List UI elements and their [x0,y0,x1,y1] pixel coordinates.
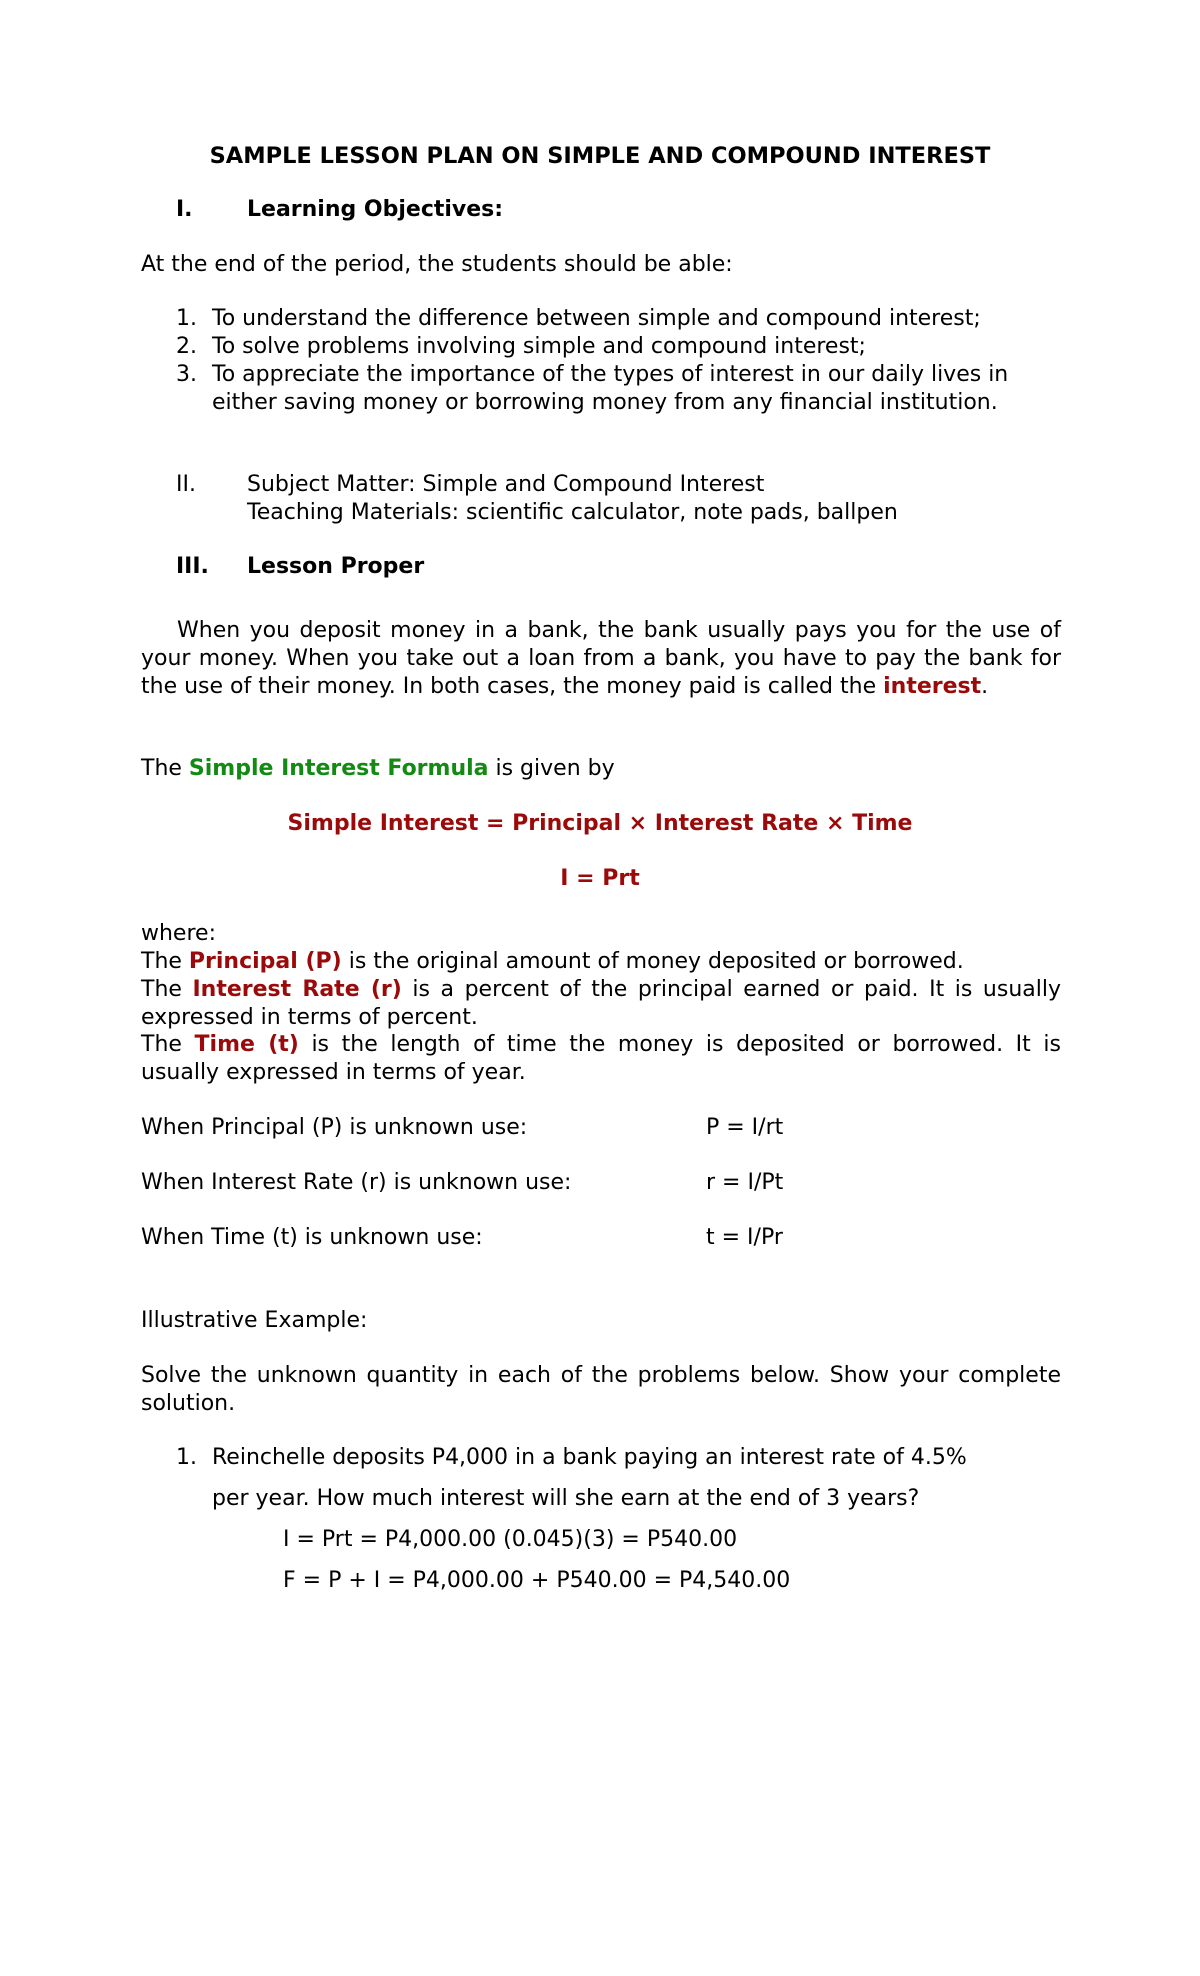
list-item-number: 3. [176,362,197,387]
definition-text: is a percent of the principal earned or paid. It is usually expressed in terms of percent. [141,977,1062,1030]
list-item-number: 2. [176,334,197,359]
problem-text-line2: per year. How much interest will she earn at the end of 3 years? [212,1486,920,1511]
unknown-formula: r = I/Pt [706,1170,784,1195]
interest-keyword: interest [883,674,982,699]
formula-keyword: Simple Interest Formula [188,756,489,781]
example-instructions: Solve the unknown quantity in each of the problems below. Show your complete solution. [141,1363,1061,1416]
definition-time [141,1031,1061,1087]
section-heading-objectives [176,196,503,224]
definition-prefix: The [141,1032,195,1057]
unknown-label: When Time (t) is unknown use: [141,1225,483,1250]
problem-number: 1. [176,1445,197,1470]
formula-intro-prefix: The [141,756,189,781]
lesson-paragraph-end: . [981,674,989,699]
definition-text: is the original amount of money deposited or borrowed. [341,949,964,974]
section-heading-lesson-proper [176,553,424,581]
unknown-label: When Principal (P) is unknown use: [141,1115,528,1140]
subject-matter-text: Subject Matter: Simple and Compound Interest [247,472,765,497]
lesson-paragraph-text: When you deposit money in a bank, the bank usually pays you for the use of your money. When you take out a loan from a bank, you have to pay the bank for the use of their money. In both cases, the money paid is called the [141,618,1061,699]
lesson-paragraph [141,617,1061,701]
section-number: III. [176,554,209,579]
definition-rate [141,976,1061,1032]
formula-words: Simple Interest = Principal × Interest Rate × Time [287,811,913,836]
document-title: SAMPLE LESSON PLAN ON SIMPLE AND COMPOUND INTEREST [209,143,991,169]
solution-interest: I = Prt = P4,000.00 (0.045)(3) = P540.00 [283,1527,738,1552]
unknown-rate-row [141,1169,1041,1197]
section-number: I. [176,197,193,222]
problem-1 [176,1437,1056,1519]
list-item-number: 1. [176,306,197,331]
formula-intro [141,755,1061,783]
objectives-list [176,305,1056,417]
section-label: Learning Objectives: [247,197,504,222]
unknown-time-row [141,1224,1041,1252]
where-label: where: [141,921,216,946]
list-item-text: To solve problems involving simple and compound interest; [212,334,866,359]
list-item [176,305,1056,333]
list-item-text: To understand the difference between simple and compound interest; [212,306,981,331]
example-heading: Illustrative Example: [141,1308,368,1333]
intro-text: At the end of the period, the students should be able: [141,252,733,277]
definition-text: is the length of time the money is deposited or borrowed. It is usually expressed in terms of year. [141,1032,1061,1085]
term-interest-rate: Interest Rate (r) [192,977,402,1002]
term-principal: Principal (P) [188,949,342,974]
definition-prefix: The [141,949,189,974]
teaching-materials-text: Teaching Materials: scientific calculator, note pads, ballpen [247,500,898,525]
problem-text-line1: Reinchelle deposits P4,000 in a bank paying an interest rate of 4.5% [212,1445,967,1470]
section-label: Lesson Proper [247,554,425,579]
unknown-formula: P = I/rt [706,1115,784,1140]
list-item [176,361,1056,417]
definition-principal [141,948,1061,976]
list-item-text: To appreciate the importance of the types of interest in our daily lives in either saving money or borrowing money from any financial institution. [212,362,1009,415]
term-time: Time (t) [194,1032,299,1057]
solution-future-value: F = P + I = P4,000.00 + P540.00 = P4,540.00 [283,1568,791,1593]
section-subject-matter [176,471,898,527]
formula-symbols: I = Prt [560,866,640,891]
definition-prefix: The [141,977,193,1002]
formula-intro-suffix: is given by [488,756,615,781]
unknown-principal-row [141,1114,1041,1142]
unknown-label: When Interest Rate (r) is unknown use: [141,1170,572,1195]
section-number: II. [176,472,196,497]
unknown-formula: t = I/Pr [706,1225,783,1250]
list-item [176,333,1056,361]
